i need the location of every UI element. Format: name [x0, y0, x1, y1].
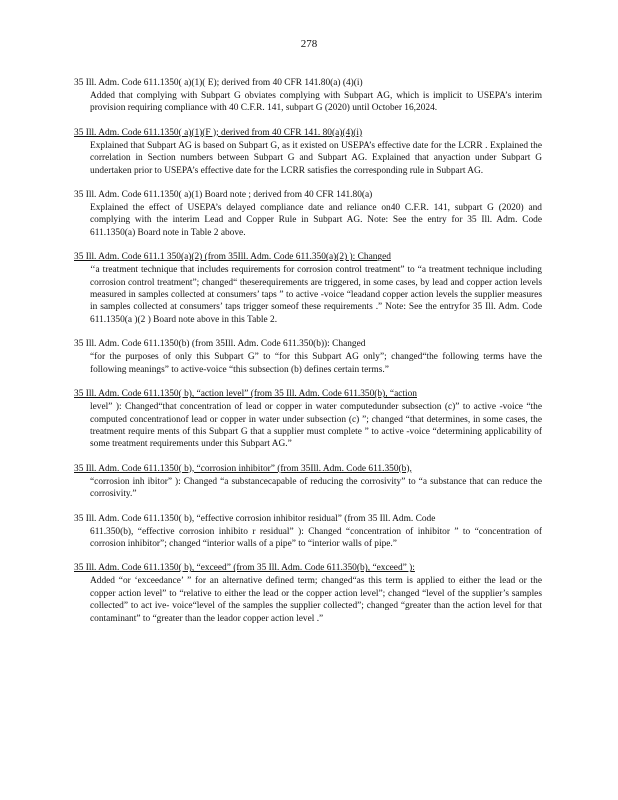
entry-text: Explained that Subpart AG is based on Subpart G, as it existed on USEPA’s effective date for the LCRR . Explained the correlation in Section numbers between Subpart G and Subpart AG. Explained that anyaction under Subpart G undertaken prior to USEPA’s effective date for the LCRR satisfies the corresponding rule in Subpart AG.	[90, 140, 542, 176]
entry-text: Added that complying with Subpart G obviates complying with Subpart AG, which is implicit to USEPA’s interim provision requiring compliance with 40 C.F.R. 141, subpart G (2020) until October 16,2024.	[90, 91, 542, 114]
table-entry	[74, 333, 542, 376]
table-entry	[74, 557, 542, 625]
entry-heading: 35 Ill. Adm. Code 611.1 350(a)(2) (from 35Ill. Adm. Code 611.350(a)(2) ): Changed	[74, 252, 391, 263]
entry-text: ‘‘a treatment technique that includes requirements for corrosion control treatment” to “a treatment technique including corrosion control treatment”; changed“ theserequirements are triggered, in some cases, by lead and copper action levels measured in samples collected at consumers’ taps ” to active -voice “leadand copper action levels the supplier measures in samples collected at consumers’ taps trigger someof these requirements .” Note: See the entryfor 35 Ill. Adm. Code 611.1350(a )(2 ) Board note above in this Table 2.	[90, 265, 542, 325]
entry-text: 611.350(b), “effective corrosion inhibito r residual” ): Changed “concentration of inhibitor ” to “concentration of corrosion inhibitor”; changed “interior walls of a pipe” to “interior walls of pipe.”	[90, 526, 542, 549]
table-entry	[74, 72, 542, 115]
table-entry	[74, 184, 542, 239]
entry-text: Explained the effect of USEPA’s delayed compliance date and reliance on40 C.F.R. 141, subpart G (2020) and complying with the interim Lead and Copper Rule in Subpart AG. Note: See the entry for 35 Ill. Adm. Code 611.1350(a) Board note in Table 2 above.	[90, 203, 542, 238]
entry-text: Added “or ‘exceedance’ ” for an alternative defined term; changed“as this term is applied to either the lead or the copper action level” to “relative to either the lead or the copper action level”; changed “level of the supplier’s samples collected” to act ive- voice“level of the samples the supplier collected”; changed “greater than the action level for that contaminant” to “greater than the leador copper action level .”	[90, 576, 542, 624]
table-entry	[74, 122, 542, 177]
table-entry	[74, 383, 542, 451]
entry-heading: 35 Ill. Adm. Code 611.1350( a)(1) Board note ; derived from 40 CFR 141.80(a)	[74, 190, 373, 201]
entry-heading: 35 Ill. Adm. Code 611.1350( a)(1)( E); derived from 40 CFR 141.80(a) (4)(i)	[74, 78, 363, 88]
entry-text: “corrosion inh ibitor” ): Changed “a substancecapable of reducing the corrosivity” to “a substance that can reduce the corrosivity.”	[90, 476, 542, 500]
entry-text: “for the purposes of only this Subpart G” to “for this Subpart AG only”; changed“the following terms have the following meanings” to active-voice “this subsection (b) defines certain terms.”	[90, 352, 542, 375]
table-entry	[74, 458, 542, 501]
table-entry	[74, 508, 542, 551]
entry-heading: 35 Ill. Adm. Code 611.1350( b), “action level” (from 35 Ill. Adm. Code 611.350(b), “action	[74, 389, 417, 400]
page-number: 278	[300, 38, 318, 50]
table-entry	[74, 246, 542, 326]
entry-heading: 35 Ill. Adm. Code 611.1350( b), “corrosion inhibitor” (from 35Ill. Adm. Code 611.350(b),	[74, 463, 412, 474]
entry-heading: 35 Ill. Adm. Code 611.1350(b) (from 35Ill. Adm. Code 611.350(b)): Changed	[74, 339, 366, 350]
entry-heading: 35 Ill. Adm. Code 611.1350( b), “exceed” (from 35 Ill. Adm. Code 611.350(b), “exceed” ):	[74, 563, 415, 574]
entry-heading: 35 Ill. Adm. Code 611.1350( a)(1)(F ); derived from 40 CFR 141. 80(a)(4)(i)	[74, 127, 363, 138]
entry-text: level” ): Changed“that concentration of lead or copper in water computedunder subsection (c)” to active -voice “the computed concentrationof lead or copper in water under subsection (c) ”; changed “that determines, in some cases, the treatment require ments of this Subpart G that a supplier must complete ” to active -voice “determining applicability of some treatment requirements under this Subpart AG.”	[90, 402, 542, 450]
table-entries	[74, 72, 542, 632]
entry-heading: 35 Ill. Adm. Code 611.1350( b), “effective corrosion inhibitor residual” (from 35 Ill. Adm. Code	[74, 513, 436, 524]
